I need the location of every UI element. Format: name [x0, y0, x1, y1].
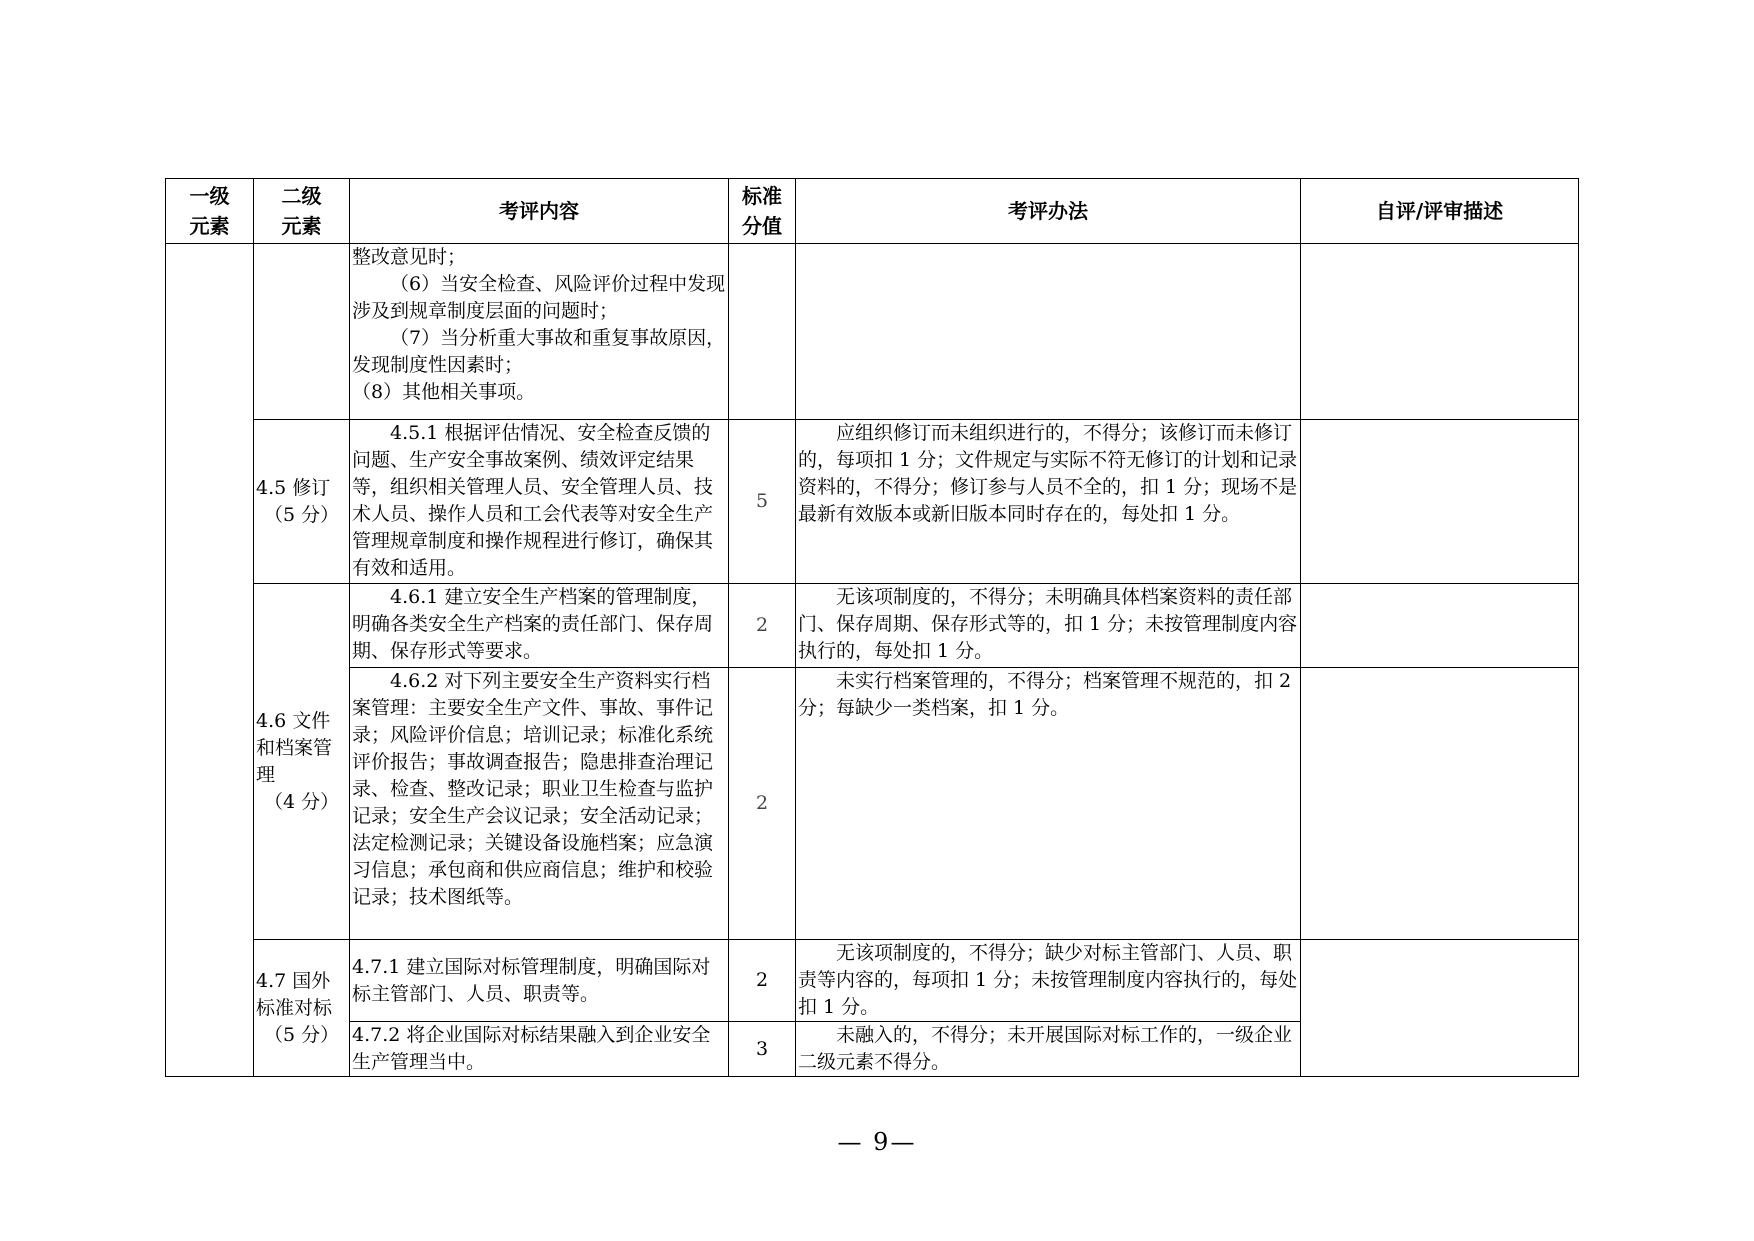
method-cell: [796, 584, 1301, 668]
page-number: — 9—: [837, 1128, 917, 1156]
method-text: 无该项制度的，不得分；未明确具体档案资料的责任部门、保存周期、保存形式等的，扣 1 分；未按管理制度内容执行的，每处扣 1 分。: [798, 586, 1298, 662]
score-cell: 3: [729, 1022, 796, 1077]
content-cell: [350, 1022, 729, 1077]
content-text: 4.5.1 根据评估情况、安全检查反馈的问题、生产安全事故案例、绩效评定结果等，组织相关管理人员、安全管理人员、技术人员、操作人员和工会代表等对安全生产管理规章制度和操作规程进行修订，确保其有效和适用。: [352, 422, 714, 579]
method-cell: [796, 1022, 1301, 1077]
method-text: 无该项制度的，不得分；缺少对标主管部门、人员、职责等内容的，每项扣 1 分；未按管理制度内容执行的，每处扣 1 分。: [798, 942, 1298, 1018]
method-cell: [796, 420, 1301, 584]
content-cell: [350, 420, 729, 584]
header-content: 考评内容: [350, 179, 729, 244]
content-text: 4.6.1 建立安全生产档案的管理制度，明确各类安全生产档案的责任部门、保存周期、保存形式等要求。: [352, 586, 714, 662]
method-cell: [796, 244, 1301, 420]
score-cell: 2: [729, 668, 796, 940]
content-line: （6）当安全检查、风险评价过程中发现涉及到规章制度层面的问题时；: [352, 273, 726, 322]
table-row: [166, 244, 1579, 420]
table-row: [166, 940, 1579, 1022]
content-cell: [350, 584, 729, 668]
selfeval-cell: [1301, 420, 1579, 584]
header-score: 标准 分值: [729, 179, 796, 244]
level1-cell: [166, 244, 254, 1077]
level2-cell: [254, 244, 350, 420]
header-selfeval: 自评/评审描述: [1301, 179, 1579, 244]
selfeval-cell: [1301, 244, 1579, 420]
table-header-row: [166, 179, 1579, 244]
level2-name: 4.7 国外标准对标: [256, 969, 333, 1019]
content-line: （7）当分析重大事故和重复事故原因，发现制度性因素时；: [352, 327, 726, 376]
method-text: 应组织修订而未组织进行的，不得分；该修订而未修订的，每项扣 1 分；文件规定与实际不符无修订的计划和记录资料的，不得分；修订参与人员不全的，扣 1 分；现场不是最新有效版本或新旧版本同时存在的，每处扣 1 分。: [798, 422, 1298, 525]
score-cell: [729, 244, 796, 420]
content-text: 4.7.1 建立国际对标管理制度，明确国际对标主管部门、人员、职责等。: [352, 955, 711, 1005]
table-row: [166, 584, 1579, 668]
method-cell: [796, 940, 1301, 1022]
score-cell: 5: [729, 420, 796, 584]
header-method: 考评办法: [796, 179, 1301, 244]
evaluation-table: [165, 178, 1579, 1077]
content-text: 4.6.2 对下列主要安全生产资料实行档案管理：主要安全生产文件、事故、事件记录；风险评价信息；培训记录；标准化系统评价报告；事故调查报告；隐患排查治理记录、检查、整改记录；职业卫生检查与监护记录；安全生产会议记录；安全活动记录；法定检测记录；关键设备设施档案；应急演习信息；承包商和供应商信息；维护和校验记录；技术图纸等。: [352, 670, 714, 908]
table-row: [166, 420, 1579, 584]
selfeval-cell: [1301, 584, 1579, 668]
header-level1: 一级 元素: [166, 179, 254, 244]
table-row: [166, 668, 1579, 940]
content-text: 4.7.2 将企业国际对标结果融入到企业安全生产管理当中。: [352, 1024, 711, 1073]
level2-points: （5 分）: [264, 503, 340, 526]
score-cell: 2: [729, 584, 796, 668]
level2-cell: [254, 940, 350, 1077]
content-cell: [350, 244, 729, 420]
method-text: 未实行档案管理的，不得分；档案管理不规范的，扣 2 分；每缺少一类档案，扣 1 分。: [798, 670, 1292, 719]
content-cell: [350, 940, 729, 1022]
method-cell: [796, 668, 1301, 940]
level2-points: （4 分）: [264, 790, 340, 813]
level2-cell: [254, 420, 350, 584]
content-cell: [350, 668, 729, 940]
level2-name: 4.6 文件和档案管理: [256, 709, 333, 786]
selfeval-cell: [1301, 668, 1579, 940]
level2-name: 4.5 修订: [256, 476, 331, 499]
selfeval-cell: [1301, 940, 1579, 1077]
level2-cell: [254, 584, 350, 940]
method-text: 未融入的，不得分；未开展国际对标工作的，一级企业二级元素不得分。: [798, 1024, 1293, 1073]
content-line: 整改意见时；: [352, 246, 467, 268]
content-line: （8）其他相关事项。: [352, 381, 536, 403]
header-level2: 二级 元素: [254, 179, 350, 244]
level2-points: （5 分）: [264, 1023, 340, 1046]
score-cell: 2: [729, 940, 796, 1022]
